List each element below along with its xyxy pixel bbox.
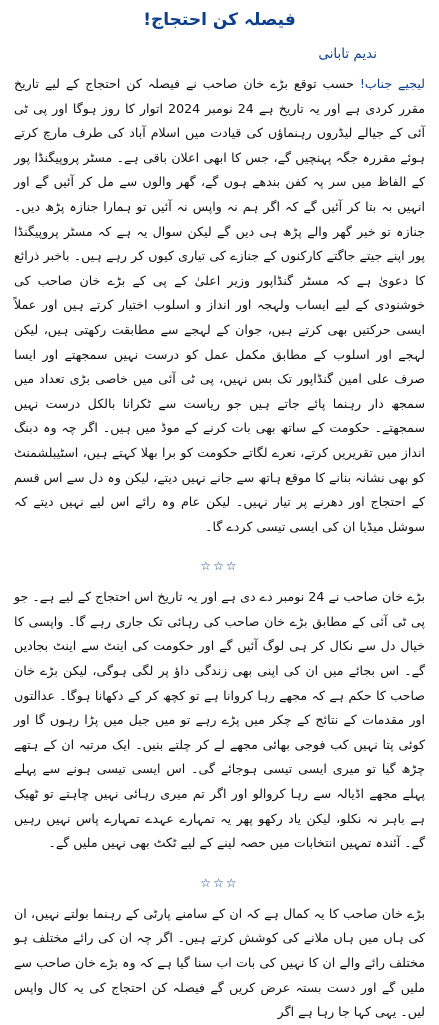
paragraph-1-text: حسب توقع بڑے خان صاحب نے فیصلہ کن احتجاج کے لیے تاریخ مقرر کردی ہے اور یہ تاریخ ہے 24 نومبر 2024 اتوار کا روز ہوگا اور پی ٹی آئی کے جیالے لیڈروں رہنماؤں کی قیادت میں اسلام آباد کی طرف مارچ کرتے ہوئے مقررہ جگہ پہنچیں گے، جس کا ابھی اعلان باقی ہے۔ مسٹر پروپیگنڈا پور کے الفاظ میں سر پہ کفن بندھے ہوں گے، گھر والوں سے مل کر آئیں گے اور انہیں بہ بتا کر آئیں گے کہ اگر ہم نہ واپس نہ آئیں تو ہمارا جنازہ پڑھ دیں۔ جنازہ تو خیر گھر والے پڑھ ہی دیں گے لیکن سوال یہ ہے کہ مسٹر پروپیگنڈا پور اپنے جیتے جاگتے کارکنوں کے جنازے کی تیاری کیوں کر رہے ہیں۔ باخبر ذرائع کا دعویٰ ہے کہ مسٹر گنڈاپور وزیر اعلیٰ کے پی کے بڑے خان صاحب کی خوشنودی کے لیے ایساب ولہجہ اور انداز و اسلوب اختیار کرتے ہیں اور عملاً ایسی حرکتیں بھی کرتے ہیں، جوان کے لہجے سے مطابقت رکھتی ہیں، لیکن لہجے اور اسلوب کے مطابق مکمل عمل کو درست نہیں سمجھتے اور ایسا صرف علی امین گنڈاپور تک بس نہیں، پی ٹی آئی میں خاصی بڑی تعداد میں سمجھ دار رہنما پائے جاتے ہیں جو ریاست سے ٹکرانا بالکل درست نہیں سمجھتے۔ حکومت کے ساتھ بھی بات کرنے کے موڈ میں ہیں۔ اگر چہ وہ دبنگ انداز میں تقریریں کرتے، نعرے لگاتے حکومت کو برا بھلا کہتے ہیں، اسٹیبلشمنٹ کو بھی نشانہ بنانے کا موقع ہاتھ سے جانے نہیں دیتے، لیکن وہ دل سے اس قسم کے احتجاج اور دھرنے پر تیار نہیں۔ لیکن عام وہ رائے اس لیے نہیں دیتے کہ سوشل میڈیا ان کی ایسی تیسی کردے گا۔ <box>14 76 425 534</box>
section-separator: ☆☆☆ <box>200 559 239 574</box>
paragraph-1 <box>14 72 425 539</box>
paragraph-2: بڑے خان صاحب نے 24 نومبر دے دی ہے اور یہ تاریخ اس احتجاج کے لیے ہے۔ جو پی ٹی آئی کے مطابق بڑے خان صاحب کی رہائی تک جاری رہے گا۔ واپسی کا خیال دل سے نکال کر ہی لوگ آئیں گے اور حکومت کی اینٹ سے اینٹ بجادیں گے۔ اس بجائے میں ان کی اپنی بھی زندگی داؤ پر لگی ہوگی، لیکن بڑے خان صاحب کا حکم ہے کہ مجھے رہا کروانا ہے تو کچھ کر کے دکھانا ہوگا۔ عدالتوں اور مقدمات کے نتائج کے چکر میں پڑے رہے تو میں جیل میں پڑا رہوں گا اور کوئی پتا نہیں کب فوجی بھائی مجھے لے کر چلتے بنیں۔ ایک مرتبہ ان کے ہتھے چڑھ گیا تو میری ایسی تیسی ہوجائے گی۔ اس ایسی تیسی ہونے سے پہلے پہلے مجھے اڈیالہ سے رہا کروالو اور اگر تم میری رہائی نہیں چاہتے تو ٹھیک ہے باہر نہ نکلو، لیکن یاد رکھو پھر یہ تمہارے عہدے تمہارے پاس نہیں رہیں گے۔ آئندہ تمہیں انتخابات میں حصہ لینے کے لیے ٹکٹ بھی نہیں ملیں گے۔ <box>14 589 425 851</box>
paragraph-1-lead: لیجیے جناب! <box>359 76 425 91</box>
paragraph-3: بڑے خان صاحب کا یہ کمال ہے کہ ان کے سامنے پارٹی کے رہنما بولتے نہیں، ان کی ہاں میں ہاں ملانے کی کوشش کرتے ہیں۔ اگر چہ ان کی رائے مختلف ہو مختلف رائے والے ان کا نہیں کی بات اب سنا گیا ہے کہ وہ بڑے خان صاحب سے ملیں گے اور دست بستہ عرض کریں گے فیصلہ کن احتجاج کی یہ کال واپس لیں۔ یہی کہا جا رہا ہے اگر <box>14 905 425 1020</box>
author-name: ندیم تابانی <box>318 46 377 62</box>
section-separator: ☆☆☆ <box>200 875 239 890</box>
article-title: فیصلہ کن احتجاج! <box>143 10 296 30</box>
